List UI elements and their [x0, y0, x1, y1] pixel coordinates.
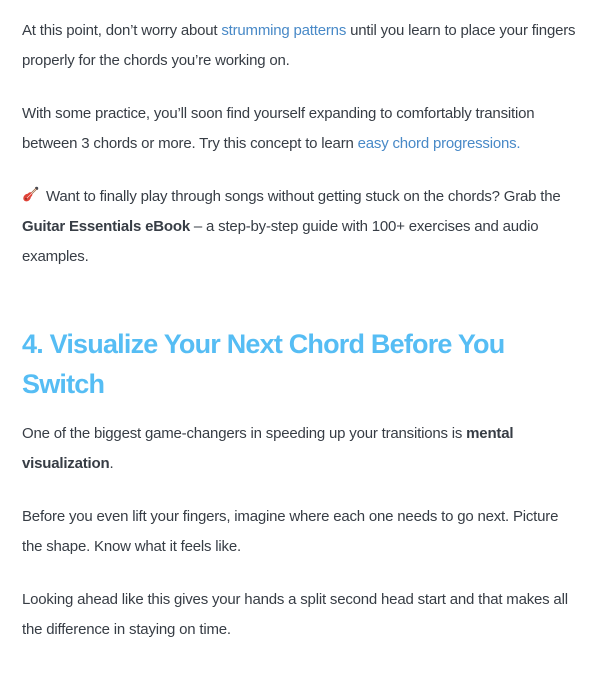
text-segment: .: [109, 455, 114, 472]
paragraph-practice: [22, 99, 582, 159]
text-segment: With some practice, you’ll soon find yourself expanding to comfortably transition between 3 chords or more. Try this concept to learn: [22, 105, 535, 152]
text-segment: – a step-by-step guide with 100+ exercises and audio examples.: [22, 218, 539, 265]
paragraph-strumming: [22, 16, 582, 76]
bold-mental-visualization: mental visualization: [22, 425, 514, 472]
link-strumming-patterns[interactable]: strumming patterns: [221, 22, 347, 39]
paragraph-looking-ahead: Looking ahead like this gives your hands a split second head start and that makes all the difference in staying on time.: [22, 591, 568, 638]
guitar-emoji: [22, 186, 39, 203]
paragraph-ebook-promo: [22, 182, 582, 272]
text-segment: At this point, don’t worry about: [22, 22, 222, 39]
text-segment: until you learn to place your fingers properly for the chords you’re working on.: [22, 22, 576, 69]
paragraph-game-changer: [22, 419, 582, 479]
link-easy-chord-progressions[interactable]: easy chord progressions.: [357, 135, 521, 152]
paragraph-imagine: Before you even lift your fingers, imagine where each one needs to go next. Picture the shape. Know what it feels like.: [22, 508, 559, 555]
text-segment: One of the biggest game-changers in speeding up your transitions is: [22, 425, 467, 442]
section-heading-visualize: 4. Visualize Your Next Chord Before You Switch: [22, 329, 505, 399]
bold-ebook-title: Guitar Essentials eBook: [22, 218, 190, 235]
text-segment: Want to finally play through songs without getting stuck on the chords? Grab the: [42, 188, 561, 205]
article-content: [22, 16, 582, 645]
